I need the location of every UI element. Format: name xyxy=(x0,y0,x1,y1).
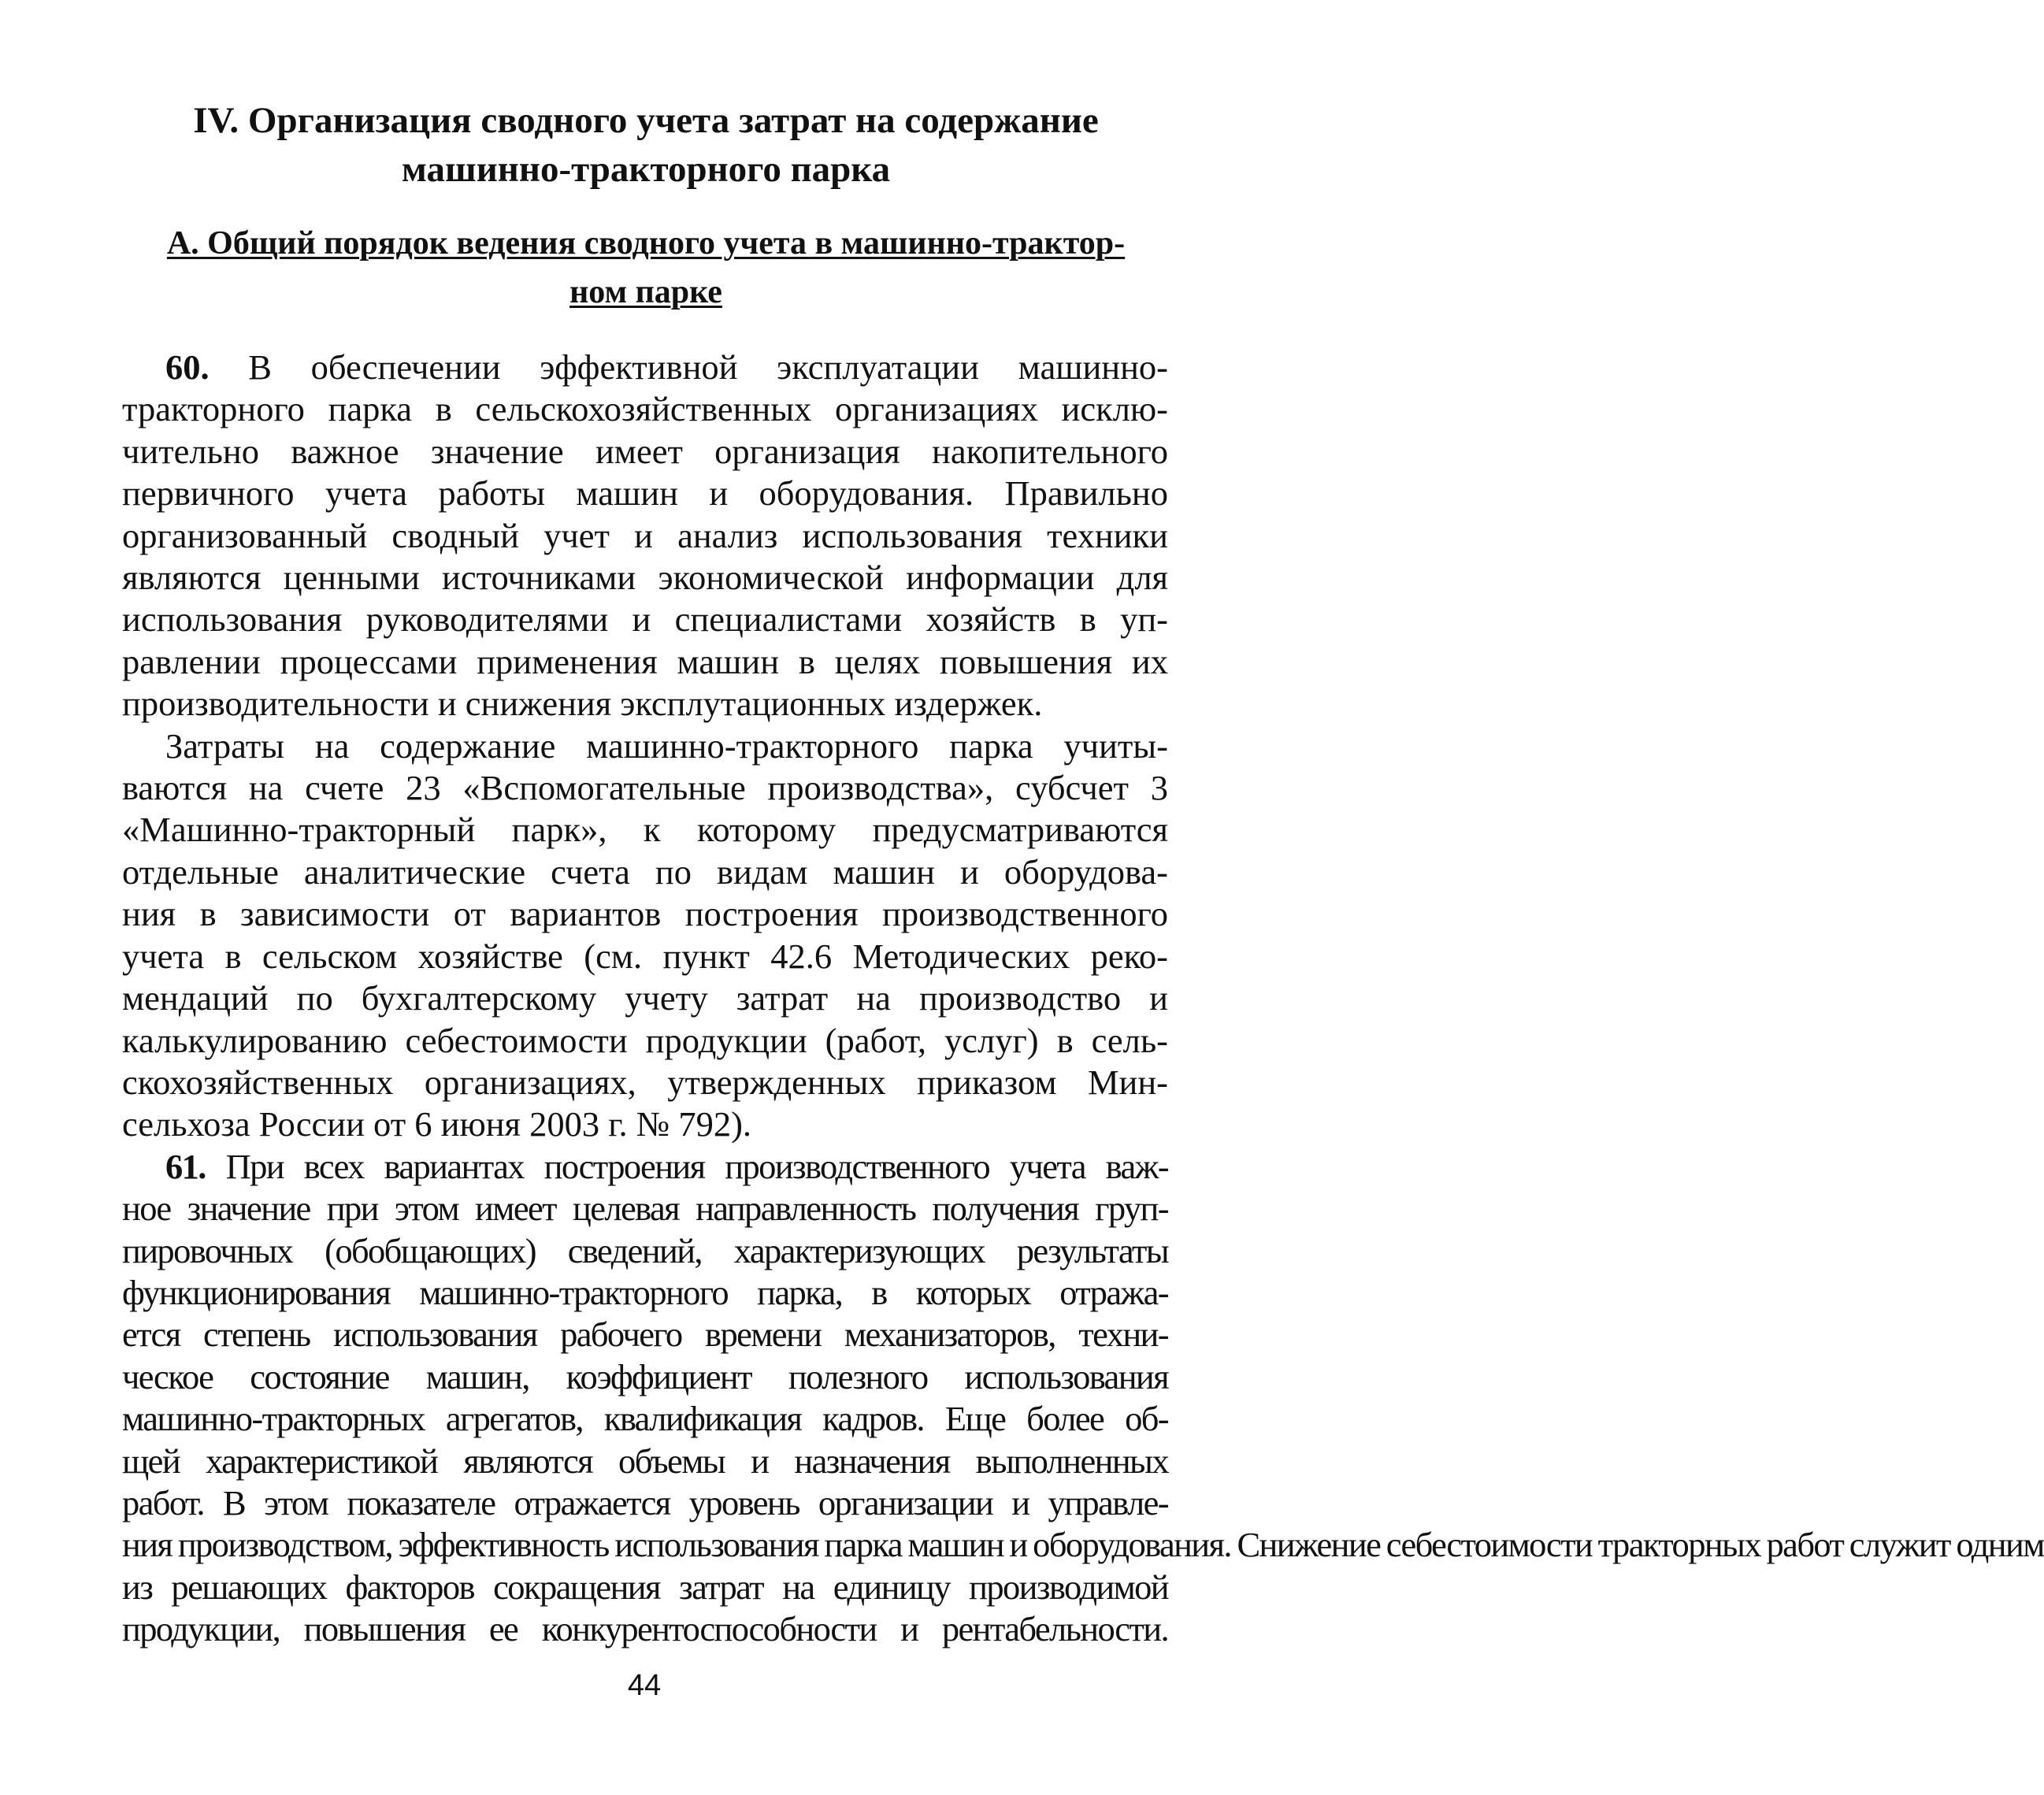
subsection-heading xyxy=(126,219,1166,317)
text-line: машинно-тракторных агрегатов, квалификация кадров. Еще более об- xyxy=(122,1399,1168,1439)
text-line: ваются на счете 23 «Вспомогательные производства», субсчет 3 xyxy=(122,768,1168,808)
text-line: тракторного парка в сельскохозяйственных организациях исклю- xyxy=(122,389,1168,429)
text-line: мендаций по бухгалтерскому учету затрат на производство и xyxy=(122,978,1168,1018)
text-line: производительности и снижения эксплутационных издержек. xyxy=(122,684,1043,724)
subsection-heading-line-1: А. Общий порядок ведения сводного учета в машинно-трактор- xyxy=(166,225,1126,261)
text-line: 60. В обеспечении эффективной эксплуатации машинно- xyxy=(165,347,1168,387)
text-line: ческое состояние машин, коэффициент полезного использования xyxy=(122,1356,1168,1396)
text-line: 61. При всех вариантах построения производственного учета важ- xyxy=(165,1146,1168,1186)
text-line: ния производством, эффективность использования парка машин и оборудования. Снижение себестоимости тракторных работ служит одним xyxy=(122,1525,2044,1565)
paragraph-number: 60. xyxy=(165,347,210,387)
text-line: организованный сводный учет и анализ использования техники xyxy=(122,515,1168,555)
text-line: продукции, повышения ее конкурентоспособности и рентабельности. xyxy=(122,1609,1168,1649)
paragraph-costs xyxy=(122,725,1168,1146)
text-line: отдельные аналитические счета по видам машин и оборудова- xyxy=(122,851,1168,892)
text-line: чительно важное значение имеет организация накопительного xyxy=(122,431,1168,471)
section-heading-line-2: машинно-тракторного парка xyxy=(401,149,891,190)
subsection-heading-line-2: ном парке xyxy=(569,274,722,310)
paragraph-number: 61. xyxy=(165,1146,206,1186)
text-line: использования руководителями и специалистами хозяйств в уп- xyxy=(122,599,1168,640)
section-heading xyxy=(134,96,1158,194)
text-line: работ. В этом показателе отражается уровень организации и управле- xyxy=(122,1482,1168,1522)
text-line: сельхоза России от 6 июня 2003 г. № 792). xyxy=(122,1104,752,1144)
text-line: являются ценными источниками экономической информации для xyxy=(122,558,1168,598)
text-line: «Машинно-тракторный парк», к которому предусматриваются xyxy=(122,810,1168,850)
text-line: калькулированию себестоимости продукции (работ, услуг) в сель- xyxy=(122,1020,1168,1060)
paragraph-60 xyxy=(122,347,1168,725)
text-line: функционирования машинно-тракторного парка, в которых отража- xyxy=(122,1272,1168,1312)
text-line: первичного учета работы машин и оборудования. Правильно xyxy=(122,473,1168,514)
text-line: равлении процессами применения машин в целях повышения их xyxy=(122,641,1168,681)
section-heading-line-1: IV. Организация сводного учета затрат на содержание xyxy=(193,100,1099,141)
text-line: ное значение при этом имеет целевая направленность получения груп- xyxy=(122,1189,1168,1229)
text-line: ется степень использования рабочего времени механизаторов, техни- xyxy=(122,1315,1168,1355)
text-line: ния в зависимости от вариантов построения производственного xyxy=(122,894,1168,934)
text-line: из решающих факторов сокращения затрат на единицу производимой xyxy=(122,1567,1168,1607)
text-line: учета в сельском хозяйстве (см. пункт 42.6 Методических реко- xyxy=(122,936,1168,976)
paragraph-61 xyxy=(122,1146,2044,1651)
page-number: 44 xyxy=(627,1669,662,1702)
body-text xyxy=(122,347,2044,1651)
text-line: скохозяйственных организациях, утвержденных приказом Мин- xyxy=(122,1062,1168,1102)
text-line: щей характеристикой являются объемы и назначения выполненных xyxy=(122,1441,1168,1481)
text-line: пировочных (обобщающих) сведений, характеризующих результаты xyxy=(122,1230,1168,1270)
text-line: Затраты на содержание машинно-тракторного парка учиты- xyxy=(165,725,1168,766)
